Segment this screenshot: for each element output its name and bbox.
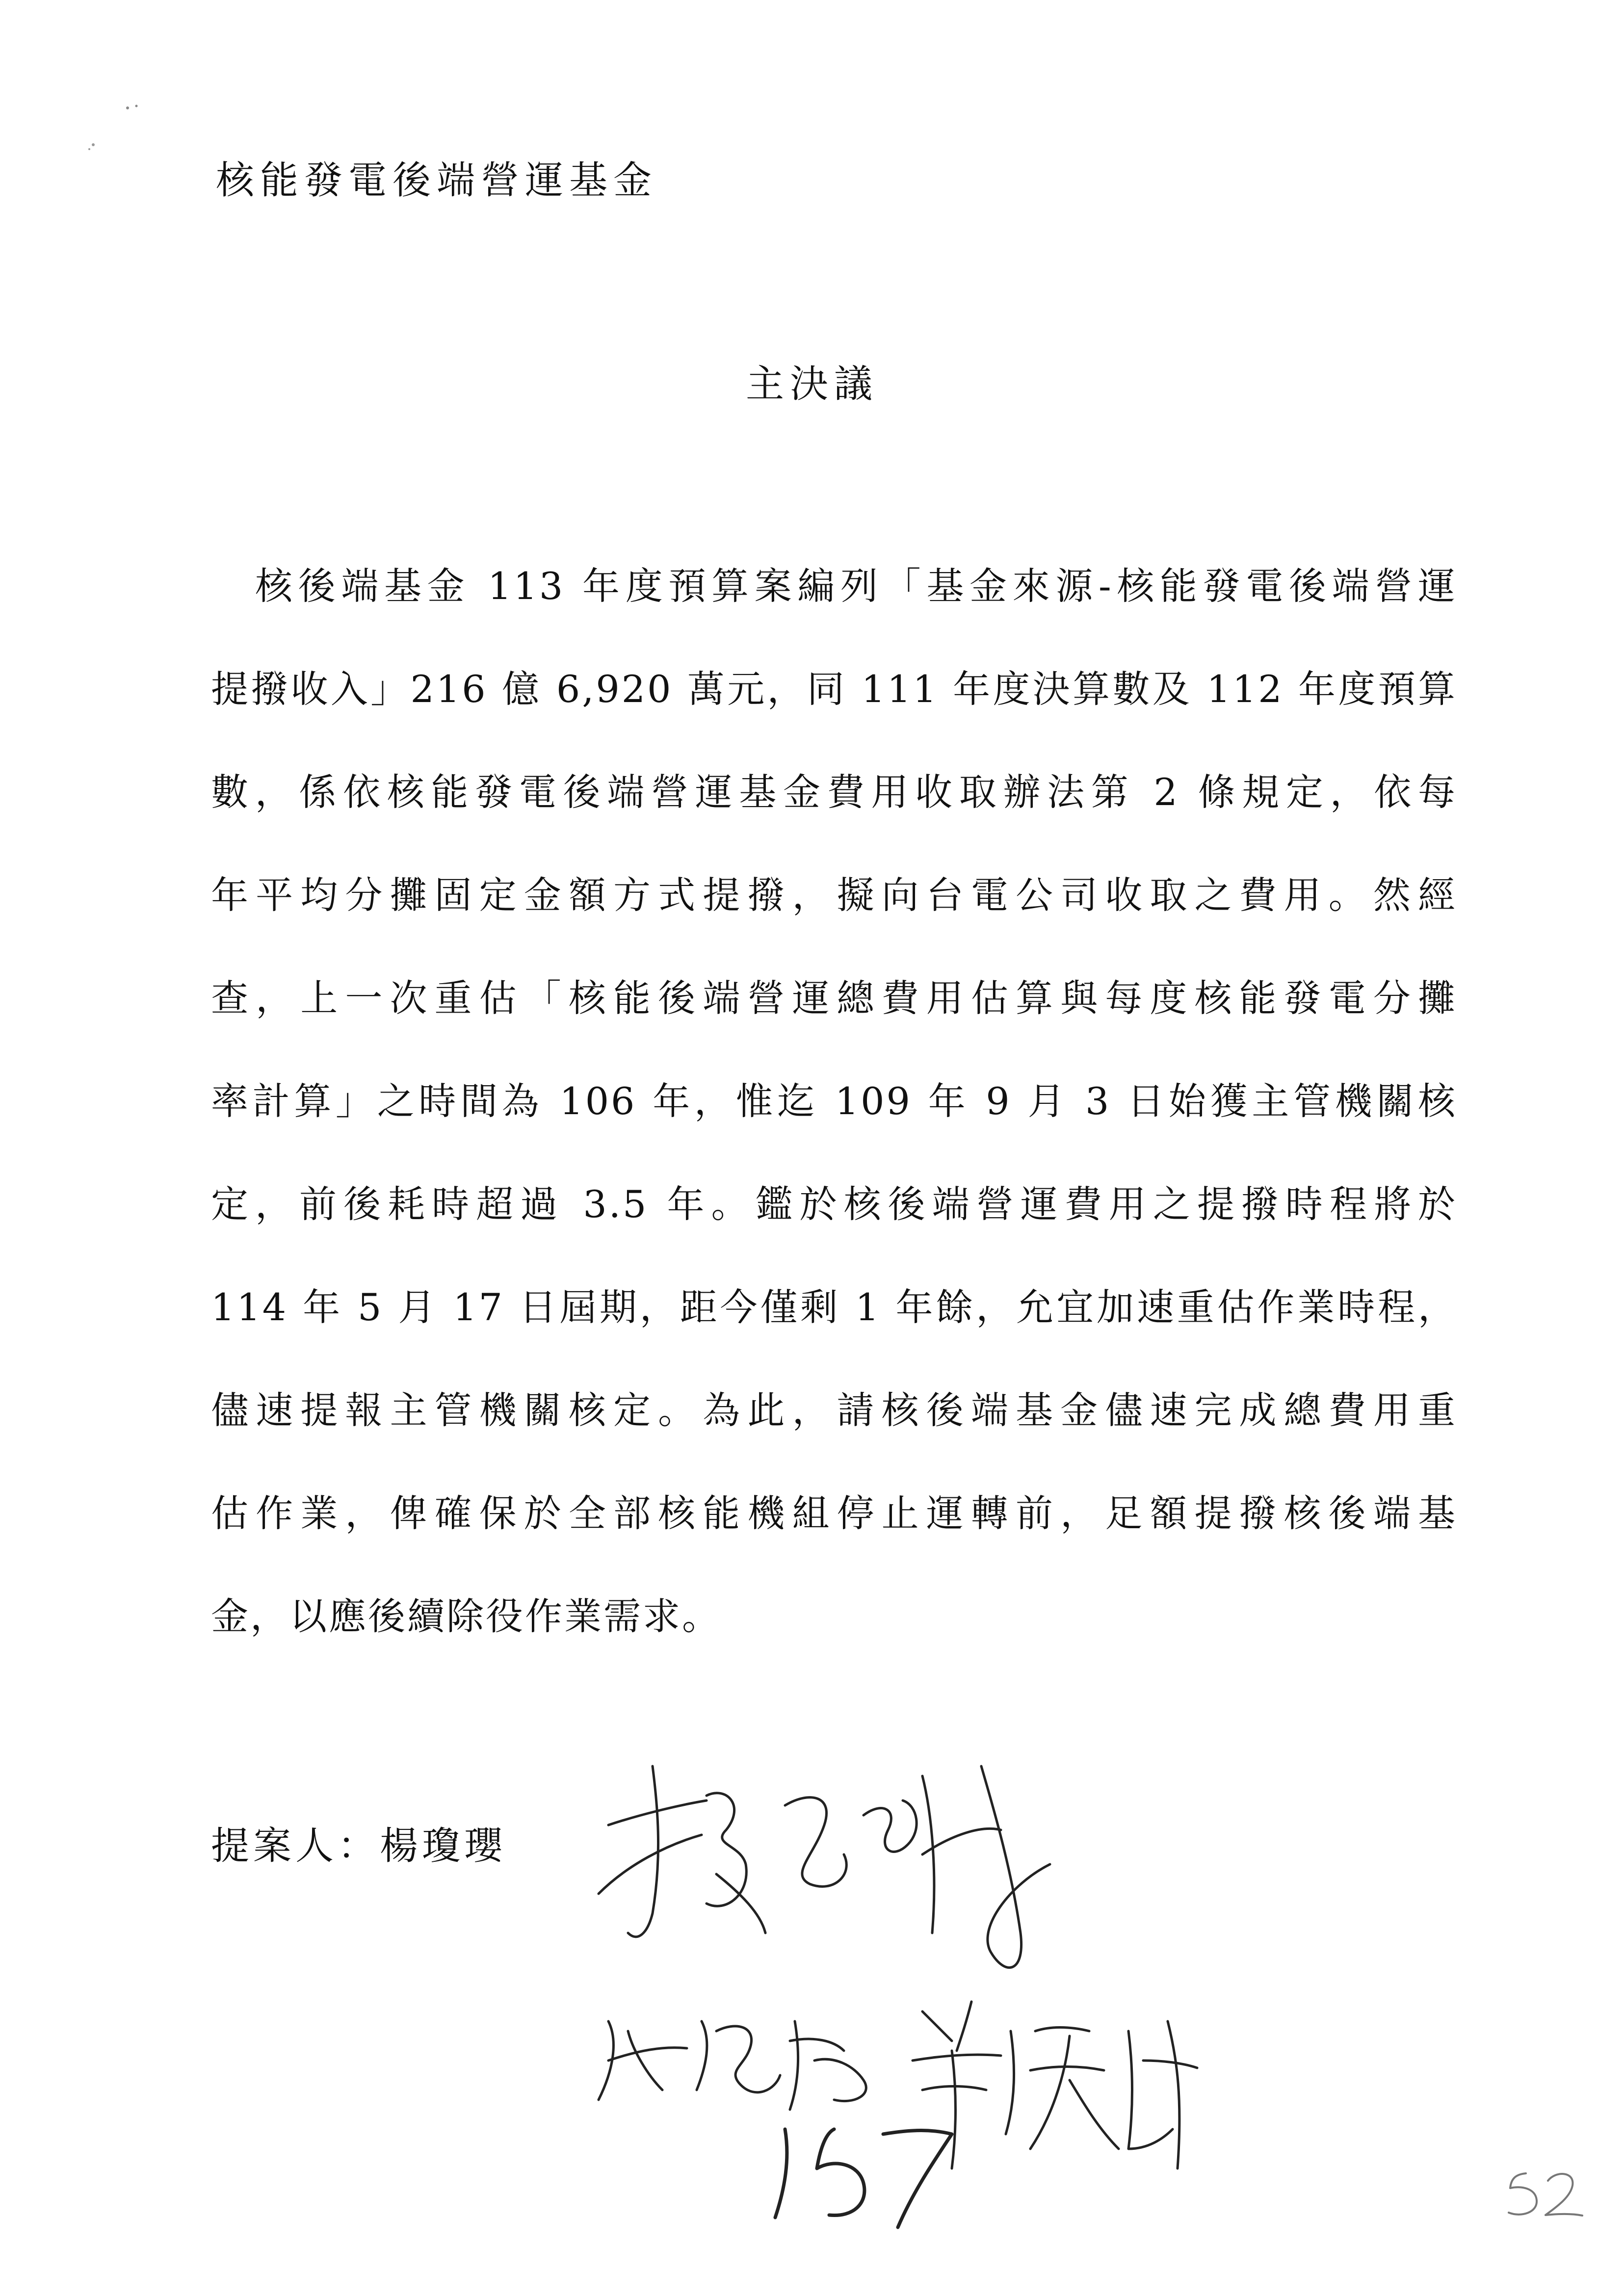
signature-yang (599, 1766, 1050, 1968)
body-line: 估作業，俾確保於全部核能機組停止運轉前，足額提撥核後端基 (211, 1491, 1457, 1535)
handwritten-signatures (579, 1747, 1266, 2237)
body-line: 率計算」之時間為 106 年，惟迄 109 年 9 月 3 日始獲主管機關核 (211, 1079, 1457, 1123)
section-title: 主決議 (745, 362, 878, 406)
body-line: 金，以應後續除役作業需求。 (211, 1594, 721, 1638)
scan-specks (79, 98, 147, 157)
body-line: 數，係依核能發電後端營運基金費用收取辦法第 2 條規定，依每 (211, 770, 1457, 814)
proposer-label: 提案人：楊瓊瓔 (211, 1824, 507, 1868)
body-line: 定，前後耗時超過 3.5 年。鑑於核後端營運費用之提撥時程將於 (211, 1182, 1457, 1226)
signature-shen (599, 2021, 866, 2110)
body-line: 114 年 5 月 17 日屆期，距今僅剩 1 年餘，允宜加速重估作業時程， (211, 1285, 1457, 1329)
resolution-body (211, 535, 1457, 1668)
signature-cheng (913, 2002, 1197, 2168)
body-line: 核後端基金 113 年度預算案編列「基金來源-核能發電後端營運 (255, 564, 1457, 608)
body-line: 儘速提報主管機關核定。為此，請核後端基金儘速完成總費用重 (211, 1388, 1457, 1432)
body-line: 查，上一次重估「核能後端營運總費用估算與每度核能發電分攤 (211, 976, 1457, 1020)
body-line: 年平均分攤固定金額方式提撥，擬向台電公司收取之費用。然經 (211, 873, 1457, 917)
handwritten-157 (775, 2129, 952, 2227)
body-line: 提撥收入」216 億 6,920 萬元，同 111 年度決算數及 112 年度預算 (211, 667, 1457, 711)
handwritten-page-number (1492, 2159, 1590, 2227)
fund-title: 核能發電後端營運基金 (216, 158, 658, 203)
